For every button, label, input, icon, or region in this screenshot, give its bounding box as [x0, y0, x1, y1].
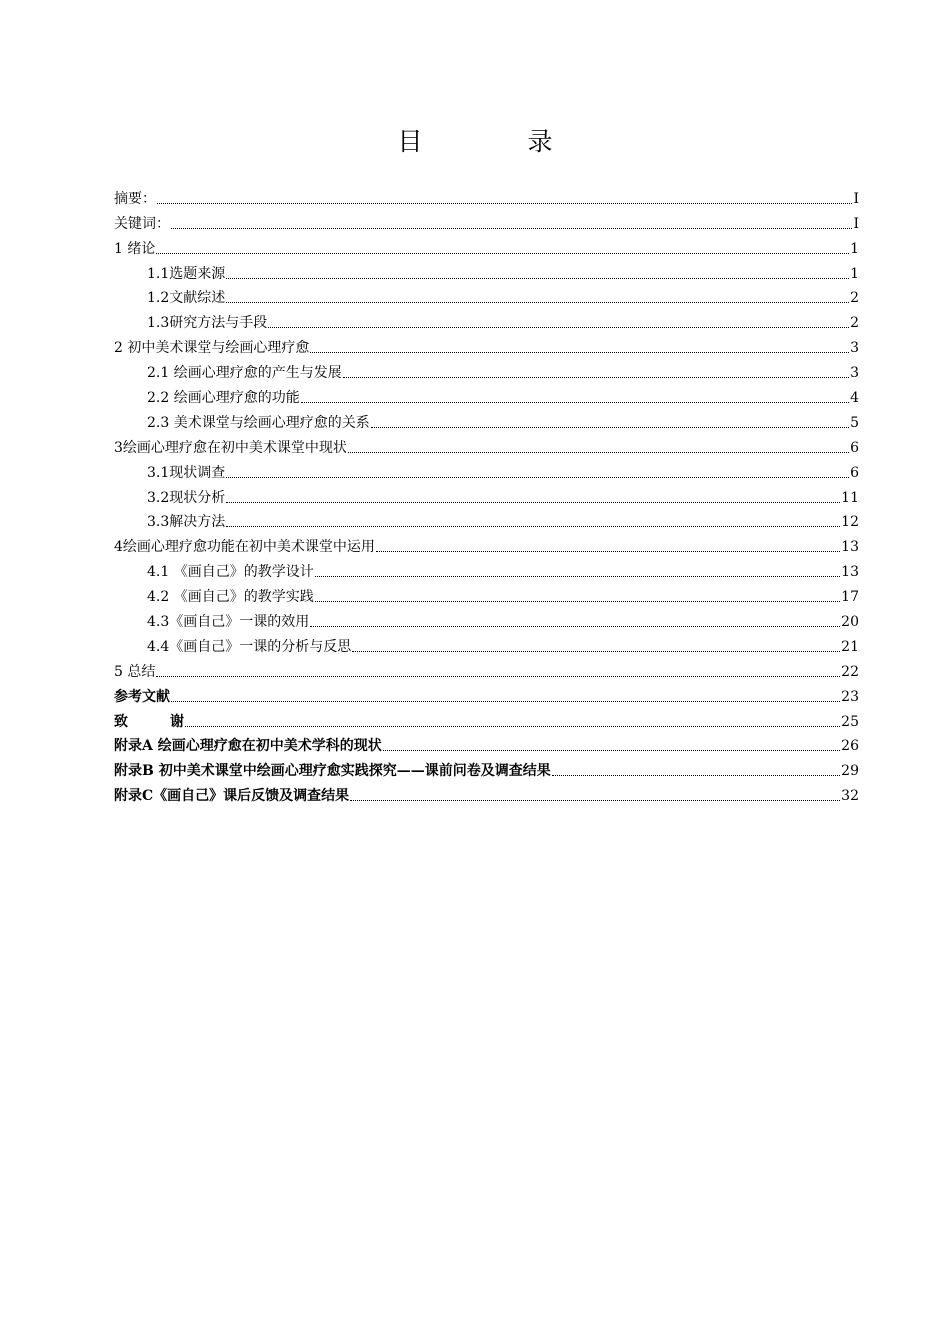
dot-leader — [226, 278, 849, 279]
toc-entry[interactable] — [114, 283, 859, 308]
toc-entry-page-number: 6 — [850, 464, 859, 481]
toc-entry[interactable] — [114, 258, 859, 283]
toc-entry-label: 3.2现状分析 — [147, 489, 226, 506]
toc-entry-label: 3.1现状调查 — [147, 464, 226, 481]
toc-entry-page-number: 13 — [841, 539, 859, 556]
toc-entry[interactable] — [114, 208, 859, 233]
toc-entry-label: 4.2 《画自己》的教学实践 — [147, 589, 314, 606]
toc-entry-label: 参考文献 — [114, 688, 170, 705]
toc-entry[interactable] — [114, 681, 859, 706]
toc-entry[interactable] — [114, 581, 859, 606]
dot-leader — [301, 402, 849, 403]
toc-entry[interactable] — [114, 606, 859, 631]
dot-leader — [315, 601, 840, 602]
toc-entry-label: 2 初中美术课堂与绘画心理疗愈 — [114, 340, 310, 357]
toc-entry-page-number: 5 — [850, 414, 859, 431]
toc-entry-page-number: 11 — [841, 489, 859, 506]
toc-entry[interactable] — [114, 556, 859, 581]
toc-entry-label: 2.2 绘画心理疗愈的功能 — [147, 390, 300, 407]
toc-entry-label: 附录A 绘画心理疗愈在初中美术学科的现状 — [114, 738, 382, 755]
toc-entry-page-number: 29 — [841, 763, 859, 780]
dot-leader — [315, 576, 840, 577]
dot-leader — [185, 726, 840, 727]
dot-leader — [226, 502, 840, 503]
toc-entry-label: 1.2文献综述 — [147, 290, 226, 307]
toc-entry[interactable] — [114, 332, 859, 357]
toc-entry-page-number: 2 — [850, 315, 859, 332]
dot-leader — [383, 750, 840, 751]
toc-entry-page-number: 1 — [850, 265, 859, 282]
toc-entry[interactable] — [114, 457, 859, 482]
toc-entry-label: 4.1 《画自己》的教学设计 — [147, 564, 314, 581]
toc-entry-page-number: 32 — [841, 788, 859, 805]
dot-leader — [552, 775, 840, 776]
toc-entry-label: 5 总结 — [114, 663, 156, 680]
toc-entry-label: 附录C《画自己》课后反馈及调查结果 — [114, 788, 350, 805]
dot-leader — [226, 526, 840, 527]
toc-entry[interactable] — [114, 531, 859, 556]
toc-entry-page-number: 13 — [841, 564, 859, 581]
toc-entry-page-number: 17 — [841, 589, 859, 606]
toc-entry-page-number: I — [853, 190, 859, 207]
toc-entry[interactable] — [114, 706, 859, 731]
dot-leader — [226, 477, 849, 478]
toc-entry-page-number: 3 — [850, 340, 859, 357]
toc-entry[interactable] — [114, 407, 859, 432]
toc-entry[interactable] — [114, 482, 859, 507]
dot-leader — [268, 327, 849, 328]
dot-leader — [343, 377, 849, 378]
dot-leader — [310, 352, 849, 353]
dot-leader — [350, 800, 840, 801]
toc-entry-page-number: 26 — [841, 738, 859, 755]
toc-entry-page-number: 21 — [841, 638, 859, 655]
toc-entry-label: 附录B 初中美术课堂中绘画心理疗愈实践探究——课前问卷及调查结果 — [114, 763, 551, 780]
dot-leader — [156, 253, 849, 254]
toc-entry-page-number: 4 — [850, 390, 859, 407]
table-of-contents — [114, 183, 859, 805]
toc-entry-label: 关键词： — [114, 215, 170, 232]
dot-leader — [171, 701, 840, 702]
toc-entry[interactable] — [114, 307, 859, 332]
toc-entry-label: 3绘画心理疗愈在初中美术课堂中现状 — [114, 439, 347, 456]
toc-entry-label: 致 谢 — [114, 713, 184, 730]
dot-leader — [157, 203, 852, 204]
dot-leader — [371, 427, 849, 428]
dot-leader — [226, 302, 849, 303]
toc-entry-label: 1.3研究方法与手段 — [147, 315, 268, 332]
toc-entry-label: 摘要： — [114, 190, 156, 207]
toc-entry[interactable] — [114, 780, 859, 805]
toc-entry[interactable] — [114, 357, 859, 382]
toc-entry-page-number: 23 — [841, 688, 859, 705]
dot-leader — [348, 452, 849, 453]
dot-leader — [310, 626, 840, 627]
toc-entry-label: 1 绪论 — [114, 240, 156, 257]
toc-entry[interactable] — [114, 755, 859, 780]
toc-entry-page-number: 2 — [850, 290, 859, 307]
dot-leader — [376, 551, 840, 552]
toc-entry-label: 4.3《画自己》一课的效用 — [147, 614, 310, 631]
dot-leader — [352, 651, 840, 652]
toc-entry-page-number: 25 — [841, 713, 859, 730]
toc-entry[interactable] — [114, 656, 859, 681]
toc-entry-page-number: 1 — [850, 240, 859, 257]
toc-entry[interactable] — [114, 507, 859, 532]
toc-entry-page-number: 20 — [841, 614, 859, 631]
toc-entry[interactable] — [114, 183, 859, 208]
page-title: 目 录 — [397, 127, 593, 156]
toc-entry-label: 4绘画心理疗愈功能在初中美术课堂中运用 — [114, 539, 375, 556]
toc-entry[interactable] — [114, 631, 859, 656]
toc-entry-page-number: 22 — [841, 663, 859, 680]
toc-entry[interactable] — [114, 731, 859, 756]
toc-entry-label: 3.3解决方法 — [147, 514, 226, 531]
toc-entry-label: 2.1 绘画心理疗愈的产生与发展 — [147, 365, 342, 382]
toc-entry-page-number: 6 — [850, 439, 859, 456]
dot-leader — [156, 676, 840, 677]
toc-entry[interactable] — [114, 233, 859, 258]
toc-entry[interactable] — [114, 382, 859, 407]
toc-entry-page-number: 3 — [850, 365, 859, 382]
toc-entry-label: 1.1选题来源 — [147, 265, 226, 282]
toc-entry-page-number: 12 — [841, 514, 859, 531]
toc-entry-label: 4.4《画自己》一课的分析与反思 — [147, 638, 352, 655]
toc-entry-page-number: I — [853, 215, 859, 232]
dot-leader — [171, 228, 852, 229]
toc-entry-label: 2.3 美术课堂与绘画心理疗愈的关系 — [147, 414, 370, 431]
toc-entry[interactable] — [114, 432, 859, 457]
